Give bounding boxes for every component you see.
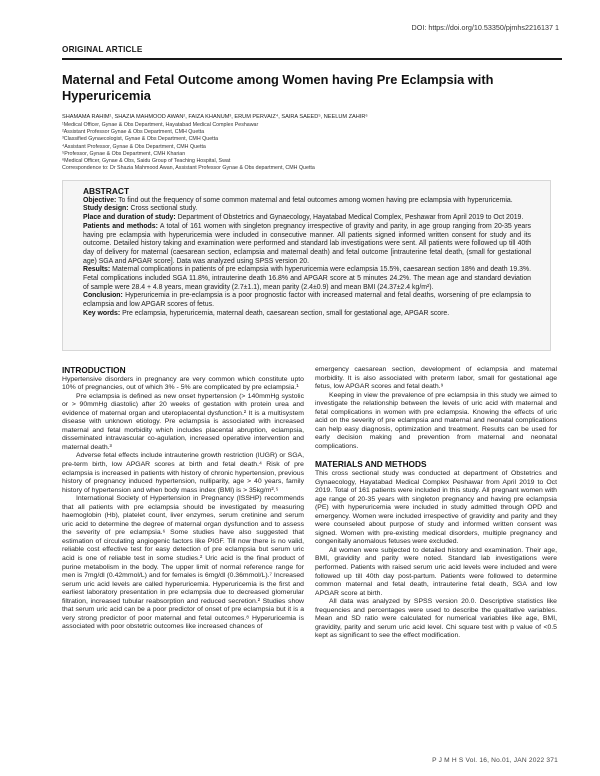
affiliation-4: ⁴Assistant Professor, Gynae & Obs Department, CMH Quetta <box>62 143 206 150</box>
body-column-right <box>315 366 557 641</box>
affiliation-2: ²Assistant Professor Gynae & Obs Department, CMH Quetta <box>62 129 205 136</box>
introduction-heading: INTRODUCTION <box>62 365 126 375</box>
doi-link[interactable]: DOI: https://doi.org/10.53350/pjmhs2216137 1 <box>411 23 559 32</box>
abstract-results: Results: Maternal complications in patients of pre eclampsia with hyperuricemia were eclampsia 15.5%, caesarean section 18% and death 19.3%. Fetal complications included SGA 11.8%, intrauterine death 16.8% and APGAR score at 5 minutes 24.2%. The mean age and standard deviation of sample were 28.4 + 4.8 years, mean gravidity (2.7±1.1), mean parity (2.4±0.9) and mean BMI (24.37±2.4 kg/m²). <box>83 266 531 291</box>
abstract-heading: ABSTRACT <box>83 186 130 196</box>
abstract-objective: Objective: To find out the frequency of some common maternal and fetal outcomes among women having pre eclampsia with hyperuricemia. <box>83 196 513 204</box>
affiliation-6: ⁶Medical Officer, Gynae & Obs, Saidu Group of Teaching Hospital, Swat <box>62 158 231 165</box>
abstract-place: Place and duration of study: Department of Obstetrics and Gynaecology, Hayatabad Medical Complex, Peshawar from April 2019 to Oct 2019. <box>83 214 524 222</box>
methods-paragraph-1: This cross sectional study was conducted at department of Obstetrics and Gynaecology, Hayatabad Medical Complex Peshawar from April 2019 to Oct 2019. Total of 161 patients were included in this study. All pregnant women with age range of 20-35 years with singleton pregnancy and having pre eclampsia (PE) with hyperuricemia were included in study admitted through OPD and emergency. Women were included irrespective of gravidity and parity and they were counseled about purpose of study and informed written consent was signed. Women with pre-existing medical disorders, multiple pregnancy and congenitally anomalous fetuses were excluded. <box>315 470 557 546</box>
intro-paragraph-4: International Society of Hypertension in Pregnancy (ISSHP) recommends that all patients with pre eclampsia should be investigated by measuring haemoglobin (Hb), platelet count, liver enzymes, serum cretinine and serum uric acid to determine the degree of maternal organ dysfunction and to assess the severity of pre eclampsia.⁶ Some studies have also suggested that estimation of circulating angiogenic factors like PIGF. Till now there is no valid, reliable cost effective test for easy detection of pre eclampsia but serum uric acid is one of reliable test in some studies.² Uric acid is the final product of purine metabolism in the body. The upper limit of normal reference range for men is 7mg/dl (0.42mmol/L) and for females is 6mg/dl (0.36mmol/L).⁷ Increased serum uric acid levels are called hyperuricemia. Hyperuricemia is the first and earliest laboratory presentation in pre eclampsia due to decreased glomerular filtration, increased tubular reabsorption and reduced secretion.² Studies show that serum uric acid can be a poor predictor of onset of pre eclampsia but it is a very strong predictor of poor maternal and fetal outcomes.⁸ Hyperuricemia is associated with poor obstetric outcomes like increased chances of <box>62 495 304 631</box>
affiliation-1: ¹Medical Officer, Gynae & Obs Department, Hayatabad Medical Complex Peshawar <box>62 122 259 128</box>
intro-paragraph-1: Hypertensive disorders in pregnancy are very common which constitute upto 10% of pregnancies, out of which 3% - 5% are complicated by pre eclampsia.¹ <box>62 375 304 392</box>
article-title: Maternal and Fetal Outcome among Women having Pre Eclampsia with Hyperuricemia <box>62 72 494 103</box>
abstract-box <box>62 180 551 351</box>
abstract-keywords: Key words: Pre eclampsia, hyperuricemia, maternal death, caesarean section, small for gestational age, APGAR score. <box>83 309 450 317</box>
page-footer: P J M H S Vol. 16, No.01, JAN 2022 371 <box>432 757 558 764</box>
intro-paragraph-5: emergency caesarean section, development of eclampsia and maternal morbidity. It is also associated with preterm labor, small for gestational age fetus, low APGAR scores and fetal death.⁹ <box>315 366 557 391</box>
methods-paragraph-3: All data was analyzed by SPSS version 20.0. Descriptive statistics like frequencies and percentages were used to describe the qualitative variables. Mean and SD ratio were calculated for numerical variables like age, BMI, gravidity, parity and serum uric acid level. Chi square test with p value of <0.5 kept as significant to see the effect modification. <box>315 598 557 640</box>
affiliation-5: ⁵Professor, Gynae & Obs Department, CMH Kharian <box>62 150 186 157</box>
abstract-methods: Patients and methods: A total of 161 women with singleton pregnancy irrespective of gravity and parity, in age group ranging from 20-35 years having pre eclampsia with hyperuricemia were included in consecutive manner. All patients signed informed written consent for study and its outcome. Detailed history taking and examination were performed and standard lab investigations were sent. All patients were followed up till 40th day of delivery for maternal (caesarean section, eclampsia and maternal death) and fetal outcome [intrauterine fetal death, (small for gestational age) SGA and APGAR score]. Data was analyzed using SPSS version 20. <box>83 222 531 265</box>
affiliation-3: ³Classified Gynaecologist, Gynae & Obs Department, CMH Quetta <box>62 136 219 143</box>
abstract-conclusion: Conclusion: Hyperuricemia in pre-eclampsia is a poor prognostic factor with increased maternal and fetal deaths, worsening of pre eclampsia to eclampsia and low APGAR scores of fetus. <box>83 292 531 309</box>
methods-heading: MATERIALS AND METHODS <box>315 459 427 470</box>
abstract-design: Study design: Cross sectional study. <box>83 205 198 213</box>
intro-paragraph-3: Adverse fetal effects include intrauterine growth restriction (IUGR) or SGA, pre-term birth, low APGAR scores at birth and fetal death.⁴ Risk of pre eclampsia is increased in patients with history of chronic hypertension, previous history of pregnancy induced hypertension, nulliparity, age > 40 years, family history of hypertension and when body mass index (BMI) is > 35kg/m².⁵ <box>62 452 304 494</box>
correspondence: Correspondence to: Dr Shazia Mahmood Awan, Assistant Professor Gynae & Obs department, CMH Quetta <box>62 165 315 172</box>
affiliations <box>62 122 560 172</box>
author-list: SHAMAMA RAHIM¹, SHAZIA MAHMOOD AWAN², FAIZA KHANUM³, ERUM PERVAIZ⁴, SAIRA SAEED⁵, NEELUM ZAHIR⁶ <box>62 114 368 120</box>
article-type-label: ORIGINAL ARTICLE <box>62 45 143 54</box>
intro-paragraph-6: Keeping in view the prevalence of pre eclampsia in this study we aimed to investigate the relationship between the levels of uric acid with maternal and fetal complications in women with pre eclampsia. Knowing the effects of uric acid on the severity of pre eclampsia and maternal and neonatal complications can help easy diagnosis, optimization and treatment. Results can be used for early decision making and prevention from maternal and neonatal complications. <box>315 391 557 450</box>
intro-paragraph-2: Pre eclampsia is defined as new onset hypertension (> 140mmHg systolic or > 90mmHg diastolic) after 20 weeks of gestation with protein urea and evidence of maternal organ and uteroplacental dysfunction.² It is a multisystem disease with unknown etiology. Pre eclampsia is associated with increased maternal and fetal morbidity which includes placental abruption, eclampsia, disseminated intravascular co-agulation, increased operative intervention and maternal death.³ <box>62 392 304 451</box>
header-divider <box>62 58 562 60</box>
methods-paragraph-2: All women were subjected to detailed history and examination. Their age, BMI, gravidity and parity were noted. Standard lab investigations were performed. Patients with raised serum uric acid levels were included and were followed up till 40th day post-partum. Patients were followed to determine common maternal and fetal death, intrauterine fetal death, SGA and low APGAR score at birth. <box>315 546 557 597</box>
body-column-left <box>62 366 304 632</box>
